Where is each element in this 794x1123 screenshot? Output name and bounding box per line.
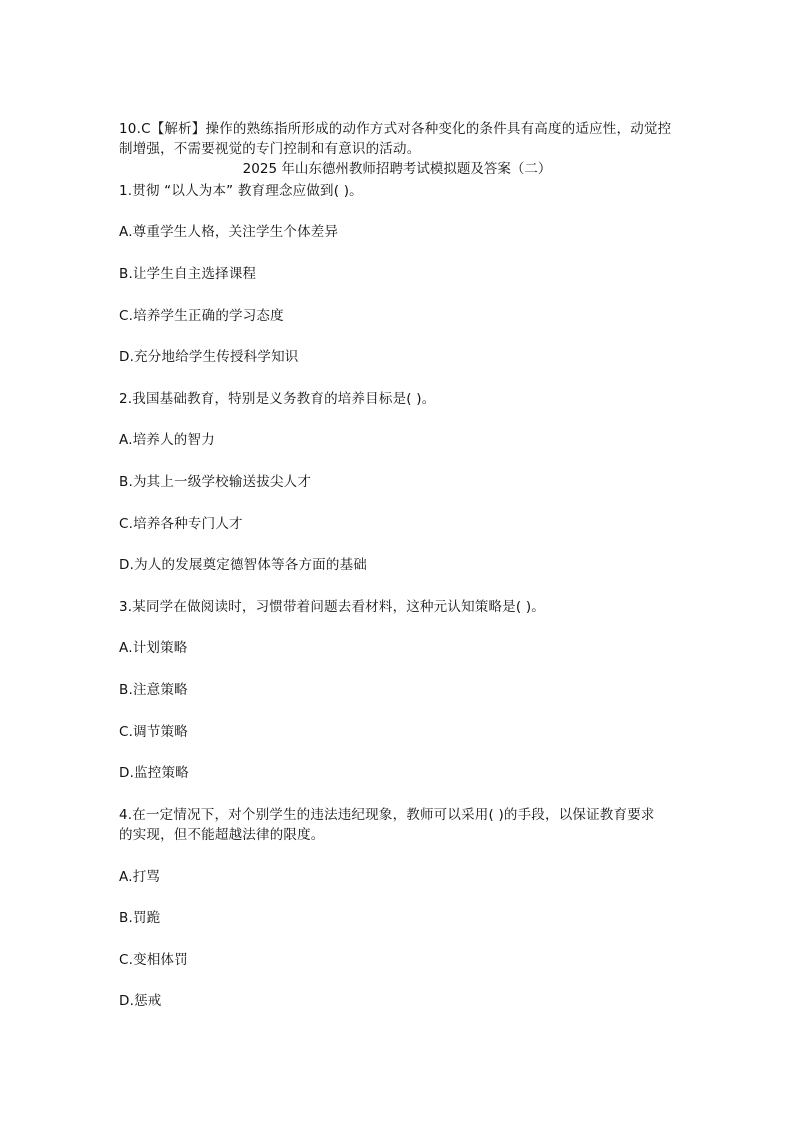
- question-2-stem: 2.我国基础教育，特别是义务教育的培养目标是( )。: [119, 391, 436, 407]
- question-3-option-d: D.监控策略: [119, 765, 189, 781]
- question-4-stem-line-2: 的实现，但不能超越法律的限度。: [119, 827, 325, 843]
- question-1-option-d: D.充分地给学生传授科学知识: [119, 349, 299, 365]
- question-4-option-b: B.罚跪: [119, 910, 161, 926]
- question-3-option-b: B.注意策略: [119, 682, 188, 698]
- question-3-stem: 3.某同学在做阅读时，习惯带着问题去看材料，这种元认知策略是( )。: [119, 599, 546, 615]
- question-4-option-a: A.打骂: [119, 869, 161, 885]
- page-title: 2025 年山东德州教师招聘考试模拟题及答案（二）: [242, 161, 552, 177]
- question-1-option-c: C.培养学生正确的学习态度: [119, 308, 284, 324]
- intro-line-1: 10.C【解析】操作的熟练指所形成的动作方式对各种变化的条件具有高度的适应性，动觉控: [119, 121, 672, 137]
- question-3-option-a: A.计划策略: [119, 640, 188, 656]
- question-4-option-c: C.变相体罚: [119, 952, 188, 968]
- question-3-option-c: C.调节策略: [119, 724, 188, 740]
- question-2-option-c: C.培养各种专门人才: [119, 516, 243, 532]
- question-1-stem: 1.贯彻 “以人为本” 教育理念应做到( )。: [119, 183, 363, 199]
- question-2-option-a: A.培养人的智力: [119, 432, 215, 448]
- question-1-option-a: A.尊重学生人格，关注学生个体差异: [119, 224, 339, 240]
- question-2-option-d: D.为人的发展奠定德智体等各方面的基础: [119, 557, 367, 573]
- question-4-stem-line-1: 4.在一定情况下，对个别学生的违法违纪现象，教师可以采用( )的手段，以保证教育要求: [119, 807, 655, 823]
- intro-line-2: 制增强，不需要视觉的专门控制和有意识的活动。: [119, 141, 421, 157]
- question-2-option-b: B.为其上一级学校输送拔尖人才: [119, 474, 312, 490]
- question-4-option-d: D.惩戒: [119, 993, 162, 1009]
- question-1-option-b: B.让学生自主选择课程: [119, 266, 257, 282]
